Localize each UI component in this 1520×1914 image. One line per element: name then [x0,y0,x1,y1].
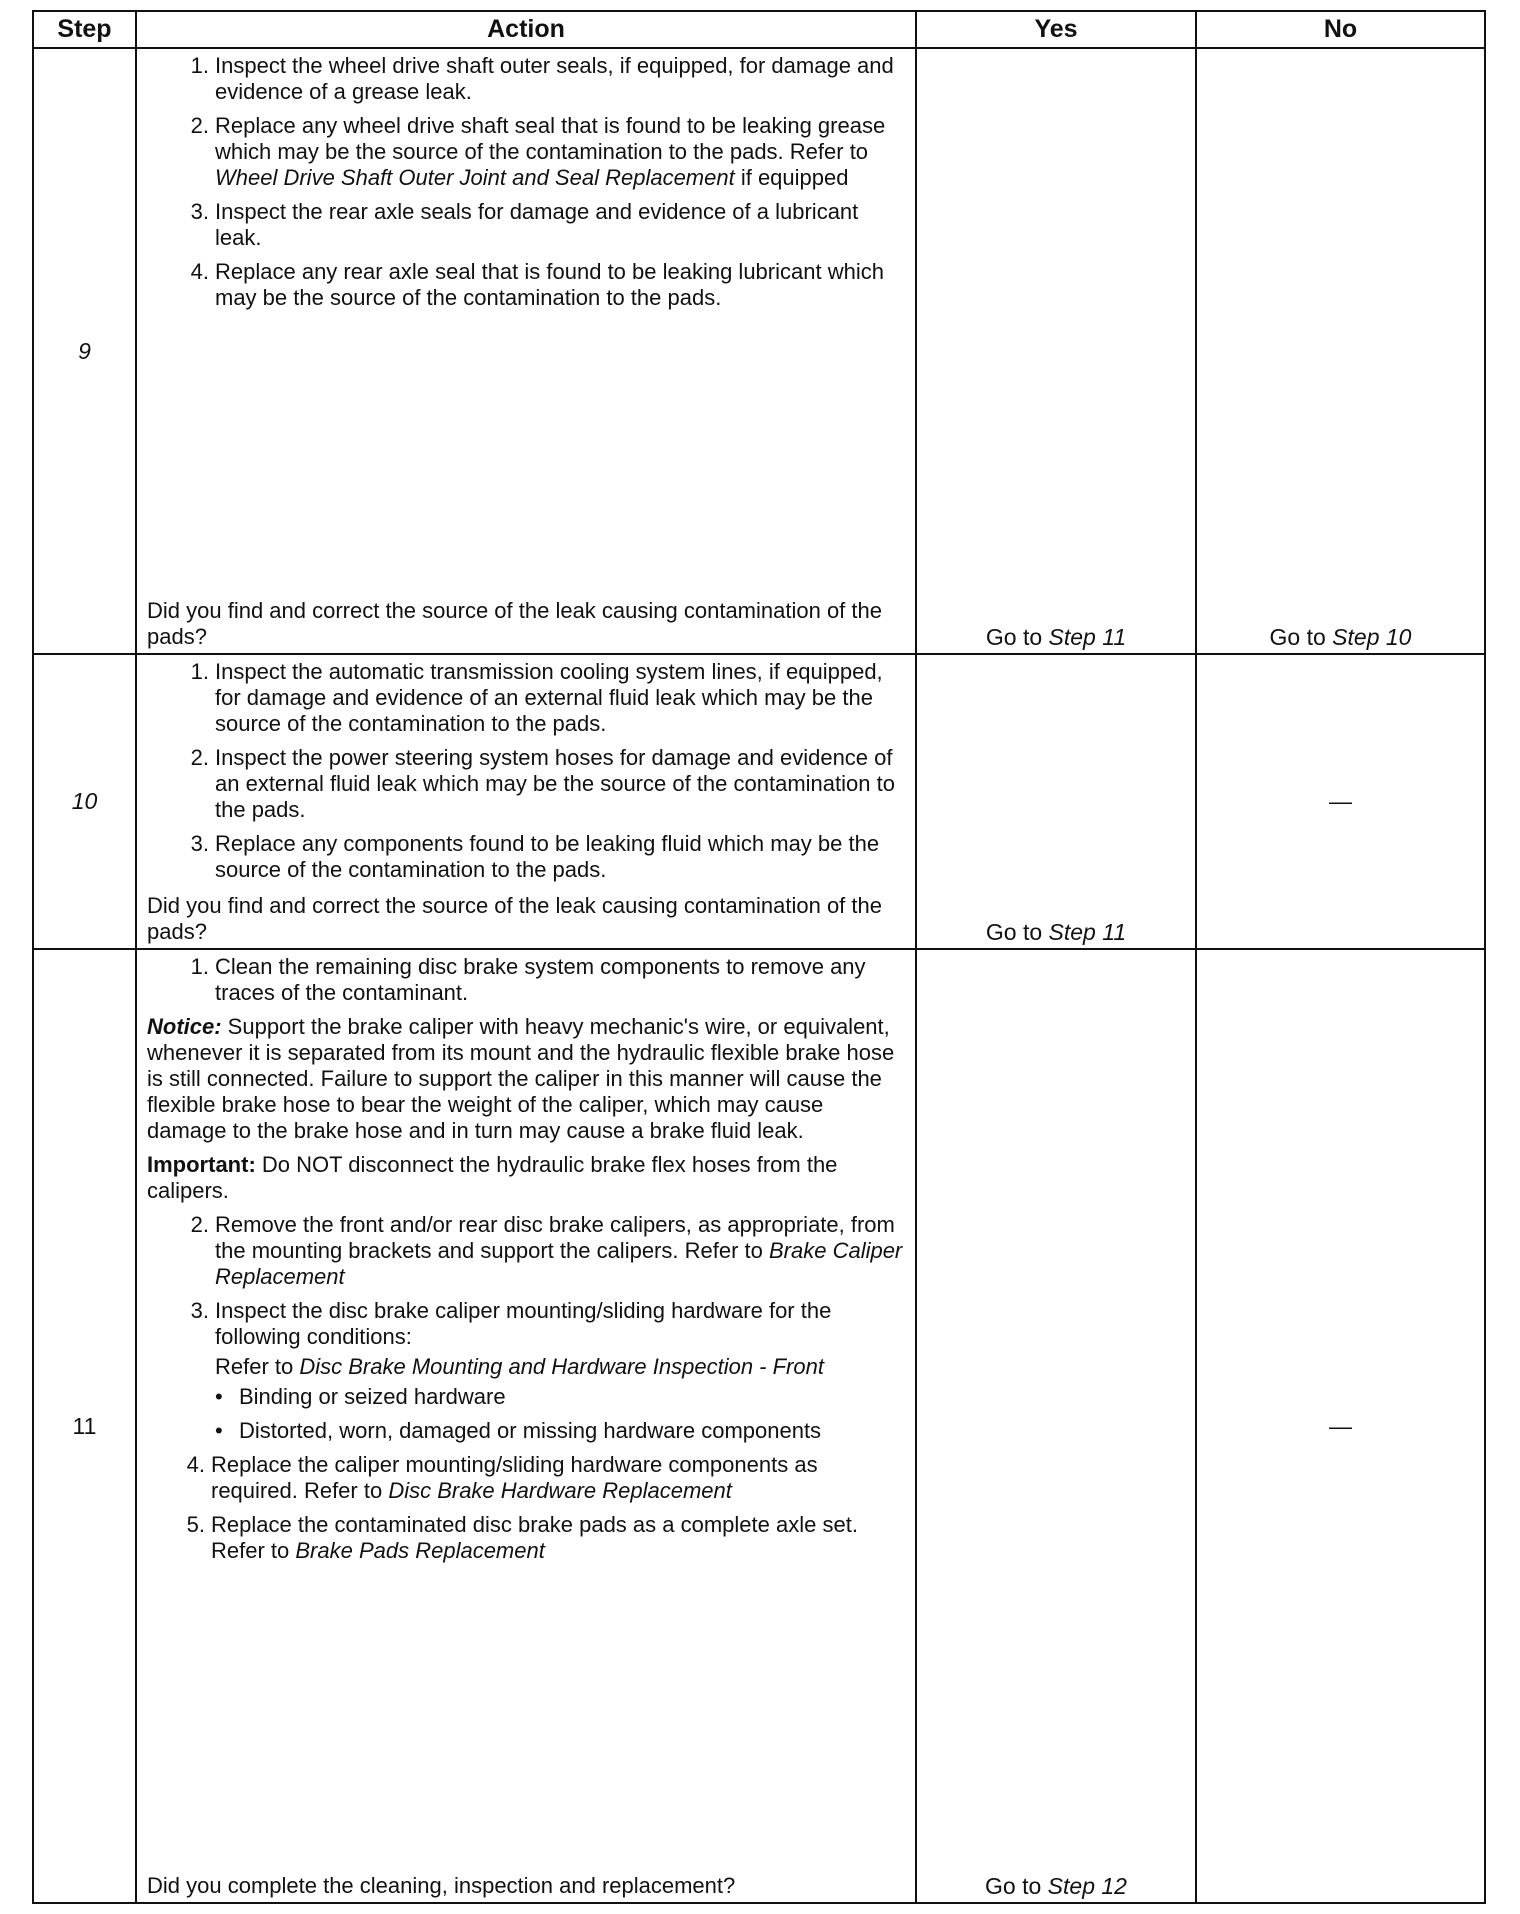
step-number: 10 [33,654,136,949]
item-number: 2. [190,1212,209,1237]
item-number: 2. [190,113,209,138]
item-number: 1. [190,659,209,684]
notice-label: Notice: [147,1014,222,1039]
no-step-link[interactable]: Step 10 [1332,624,1412,650]
item-text [215,113,907,191]
item-number: 1. [190,954,209,979]
yes-prefix: Go to [985,919,1049,945]
list-item [147,1212,907,1290]
header-action: Action [136,11,916,48]
item-text: Inspect the automatic transmission cooling system lines, if equipped, for damage and evidence of an external fluid leak which may be the source of the contamination to the pads. [215,659,883,736]
table-row [33,949,1485,1903]
item-number: 3. [190,1298,209,1323]
list-item [147,113,907,191]
list-item [147,53,907,105]
reference-link[interactable]: Disc Brake Hardware Replacement [388,1478,732,1503]
item-number: 3. [190,199,209,224]
reference-link[interactable]: Wheel Drive Shaft Outer Joint and Seal Replacement [215,165,735,190]
list-item [147,954,907,1006]
refer-paragraph [147,1354,907,1380]
yes-step-link[interactable]: Step 11 [1048,919,1127,945]
item-text [211,1452,907,1504]
item-text-before: Replace the caliper mounting/sliding hardware components as required. Refer to [211,1452,818,1503]
step-number: 9 [33,48,136,654]
important-paragraph [147,1152,907,1204]
item-number: 3. [190,831,209,856]
header-yes: Yes [916,11,1196,48]
header-row [33,11,1485,48]
question-text: Did you find and correct the source of the leak causing contamination of the pads? [147,598,882,649]
list-item [147,659,907,737]
no-cell: — [1196,949,1485,1903]
bullet-icon: • [215,1418,223,1443]
header-no: No [1196,11,1485,48]
item-text-before: Replace any wheel drive shaft seal that is found to be leaking grease which may be the source of the contamination to the pads. Refer to [215,113,886,164]
yes-step-link[interactable]: Step 12 [1047,1873,1127,1899]
header-step: Step [33,11,136,48]
reference-link[interactable]: Brake Caliper Replacement [215,1238,903,1289]
important-text: Do NOT disconnect the hydraulic brake flex hoses from the calipers. [147,1152,838,1203]
no-cell[interactable] [1196,48,1485,654]
list-item [147,831,907,883]
item-text [211,1512,907,1564]
refer-prefix: Refer to [215,1354,300,1379]
list-item [147,259,907,311]
item-text: Replace any rear axle seal that is found to be leaking lubricant which may be the source of the contamination to the pads. [215,259,884,310]
notice-text: Support the brake caliper with heavy mechanic's wire, or equivalent, whenever it is separated from its mount and the hydraulic flexible brake hose is still connected. Failure to support the caliper in this manner will cause the flexible brake hose to bear the weight of the caliper, which may cause damage to the brake hose and in turn may cause a brake fluid leak. [147,1014,895,1143]
diagnostic-table [32,10,1486,1904]
list-item [147,1298,907,1350]
yes-cell[interactable] [916,654,1196,949]
item-text [215,1212,907,1290]
item-text: Inspect the wheel drive shaft outer seals, if equipped, for damage and evidence of a grease leak. [215,53,894,104]
item-number: 5. [186,1512,205,1537]
table-row [33,48,1485,654]
action-cell [136,654,916,949]
yes-cell[interactable] [916,949,1196,1903]
list-item [147,1452,907,1504]
item-number: 1. [190,53,209,78]
reference-link[interactable]: Disc Brake Mounting and Hardware Inspection - Front [299,1354,824,1379]
bullet-item [147,1384,907,1410]
no-cell: — [1196,654,1485,949]
yes-step-link[interactable]: Step 11 [1048,624,1127,650]
notice-paragraph [147,1014,907,1144]
item-text: Inspect the power steering system hoses for damage and evidence of an external fluid leak which may be the source of the contamination to the pads. [215,745,895,822]
item-number: 2. [190,745,209,770]
list-item [147,745,907,823]
item-text: Clean the remaining disc brake system components to remove any traces of the contaminant. [215,954,866,1005]
important-label: Important: [147,1152,256,1177]
item-text: Inspect the disc brake caliper mounting/sliding hardware for the following conditions: [215,1298,832,1349]
item-text-after: if equipped [734,165,849,190]
list-item [147,199,907,251]
item-text-before: Replace the contaminated disc brake pads as a complete axle set. Refer to [211,1512,858,1563]
table-row [33,654,1485,949]
step-number: 11 [33,949,136,1903]
yes-cell[interactable] [916,48,1196,654]
yes-prefix: Go to [985,624,1049,650]
no-prefix: Go to [1269,624,1333,650]
action-cell [136,949,916,1903]
item-text: Inspect the rear axle seals for damage and evidence of a lubricant leak. [215,199,859,250]
item-text: Replace any components found to be leaking fluid which may be the source of the contamination to the pads. [215,831,880,882]
bullet-text: Distorted, worn, damaged or missing hardware components [239,1418,822,1443]
question-text: Did you find and correct the source of the leak causing contamination of the pads? [147,893,882,944]
reference-link[interactable]: Brake Pads Replacement [295,1538,545,1563]
item-text-before: Remove the front and/or rear disc brake calipers, as appropriate, from the mounting brackets and support the calipers. Refer to [215,1212,895,1263]
item-number: 4. [190,259,209,284]
question-text: Did you complete the cleaning, inspection and replacement? [147,1873,736,1898]
list-item [147,1512,907,1564]
yes-prefix: Go to [985,1873,1048,1899]
bullet-text: Binding or seized hardware [239,1384,506,1409]
action-cell [136,48,916,654]
bullet-item [147,1418,907,1444]
bullet-icon: • [215,1384,223,1409]
item-number: 4. [186,1452,205,1477]
